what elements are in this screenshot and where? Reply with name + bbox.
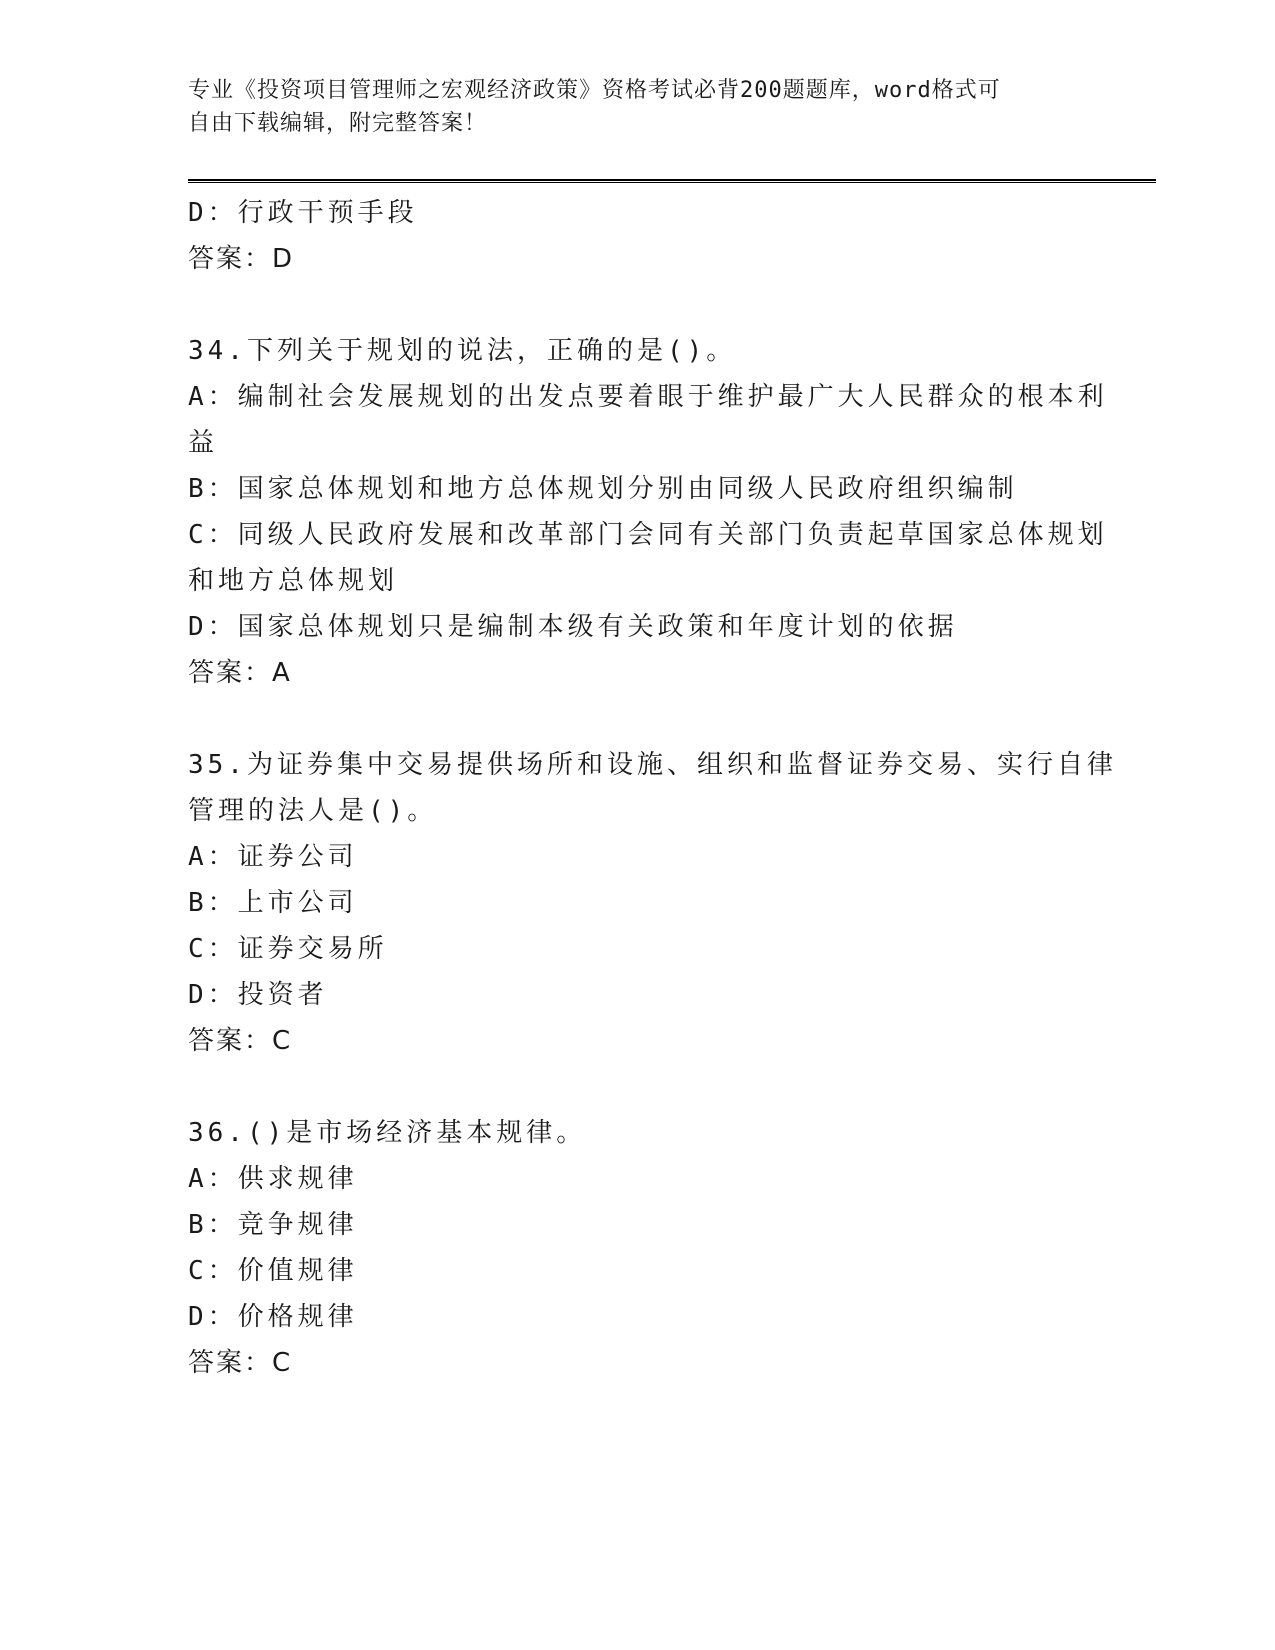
option-b: B：上市公司 [188, 888, 358, 918]
answer-line [188, 1340, 1088, 1386]
answer-label: 答案： [188, 244, 273, 274]
question-34 [188, 328, 1108, 696]
option-d: D：投资者 [188, 980, 328, 1010]
option-a: A：供求规律 [188, 1164, 358, 1194]
option-c: C：价值规律 [188, 1256, 358, 1286]
answer-label: 答案： [188, 658, 273, 688]
spacer [188, 696, 1088, 742]
document-header [188, 74, 1068, 140]
option-d: D：国家总体规划只是编制本级有关政策和年度计划的依据 [188, 612, 958, 642]
option-c: C：证券交易所 [188, 934, 388, 964]
answer-label: 答案： [188, 1026, 273, 1056]
answer-value: D [272, 244, 295, 274]
answer-line [188, 1018, 1088, 1064]
spacer [188, 1064, 1088, 1110]
question-stem: 34.下列关于规划的说法，正确的是()。 [188, 336, 737, 366]
previous-question-tail [188, 190, 1088, 282]
header-title-line-1: 专业《投资项目管理师之宏观经济政策》资格考试必背200题题库，word格式可 [188, 78, 1001, 103]
answer-value: C [272, 1348, 293, 1378]
answer-label: 答案： [188, 1348, 273, 1378]
question-35 [188, 742, 1117, 1064]
option-b: B：国家总体规划和地方总体规划分别由同级人民政府组织编制 [188, 474, 1018, 504]
answer-line [188, 650, 1088, 696]
header-divider [188, 179, 1156, 183]
spacer [188, 282, 1088, 328]
header-title-line-2: 自由下载编辑，附完整答案！ [188, 111, 488, 136]
question-stem: 35.为证券集中交易提供场所和设施、组织和监督证券交易、实行自律 [188, 750, 1117, 780]
option-c-continued: 和地方总体规划 [188, 566, 399, 596]
answer-value: A [272, 658, 292, 688]
option-a: A：编制社会发展规划的出发点要着眼于维护最广大人民群众的根本利 [188, 382, 1108, 412]
question-36 [188, 1110, 1088, 1386]
question-stem: 36.()是市场经济基本规律。 [188, 1118, 587, 1148]
option-d: D：价格规律 [188, 1302, 358, 1332]
document-body [188, 190, 1117, 1386]
option-b: B：竞争规律 [188, 1210, 358, 1240]
option-a: A：证券公司 [188, 842, 358, 872]
option-d: D：行政干预手段 [188, 198, 418, 228]
answer-line [188, 236, 1088, 282]
question-stem-continued: 管理的法人是()。 [188, 796, 438, 826]
option-c: C：同级人民政府发展和改革部门会同有关部门负责起草国家总体规划 [188, 520, 1108, 550]
option-a-continued: 益 [188, 428, 219, 458]
answer-value: C [272, 1026, 293, 1056]
